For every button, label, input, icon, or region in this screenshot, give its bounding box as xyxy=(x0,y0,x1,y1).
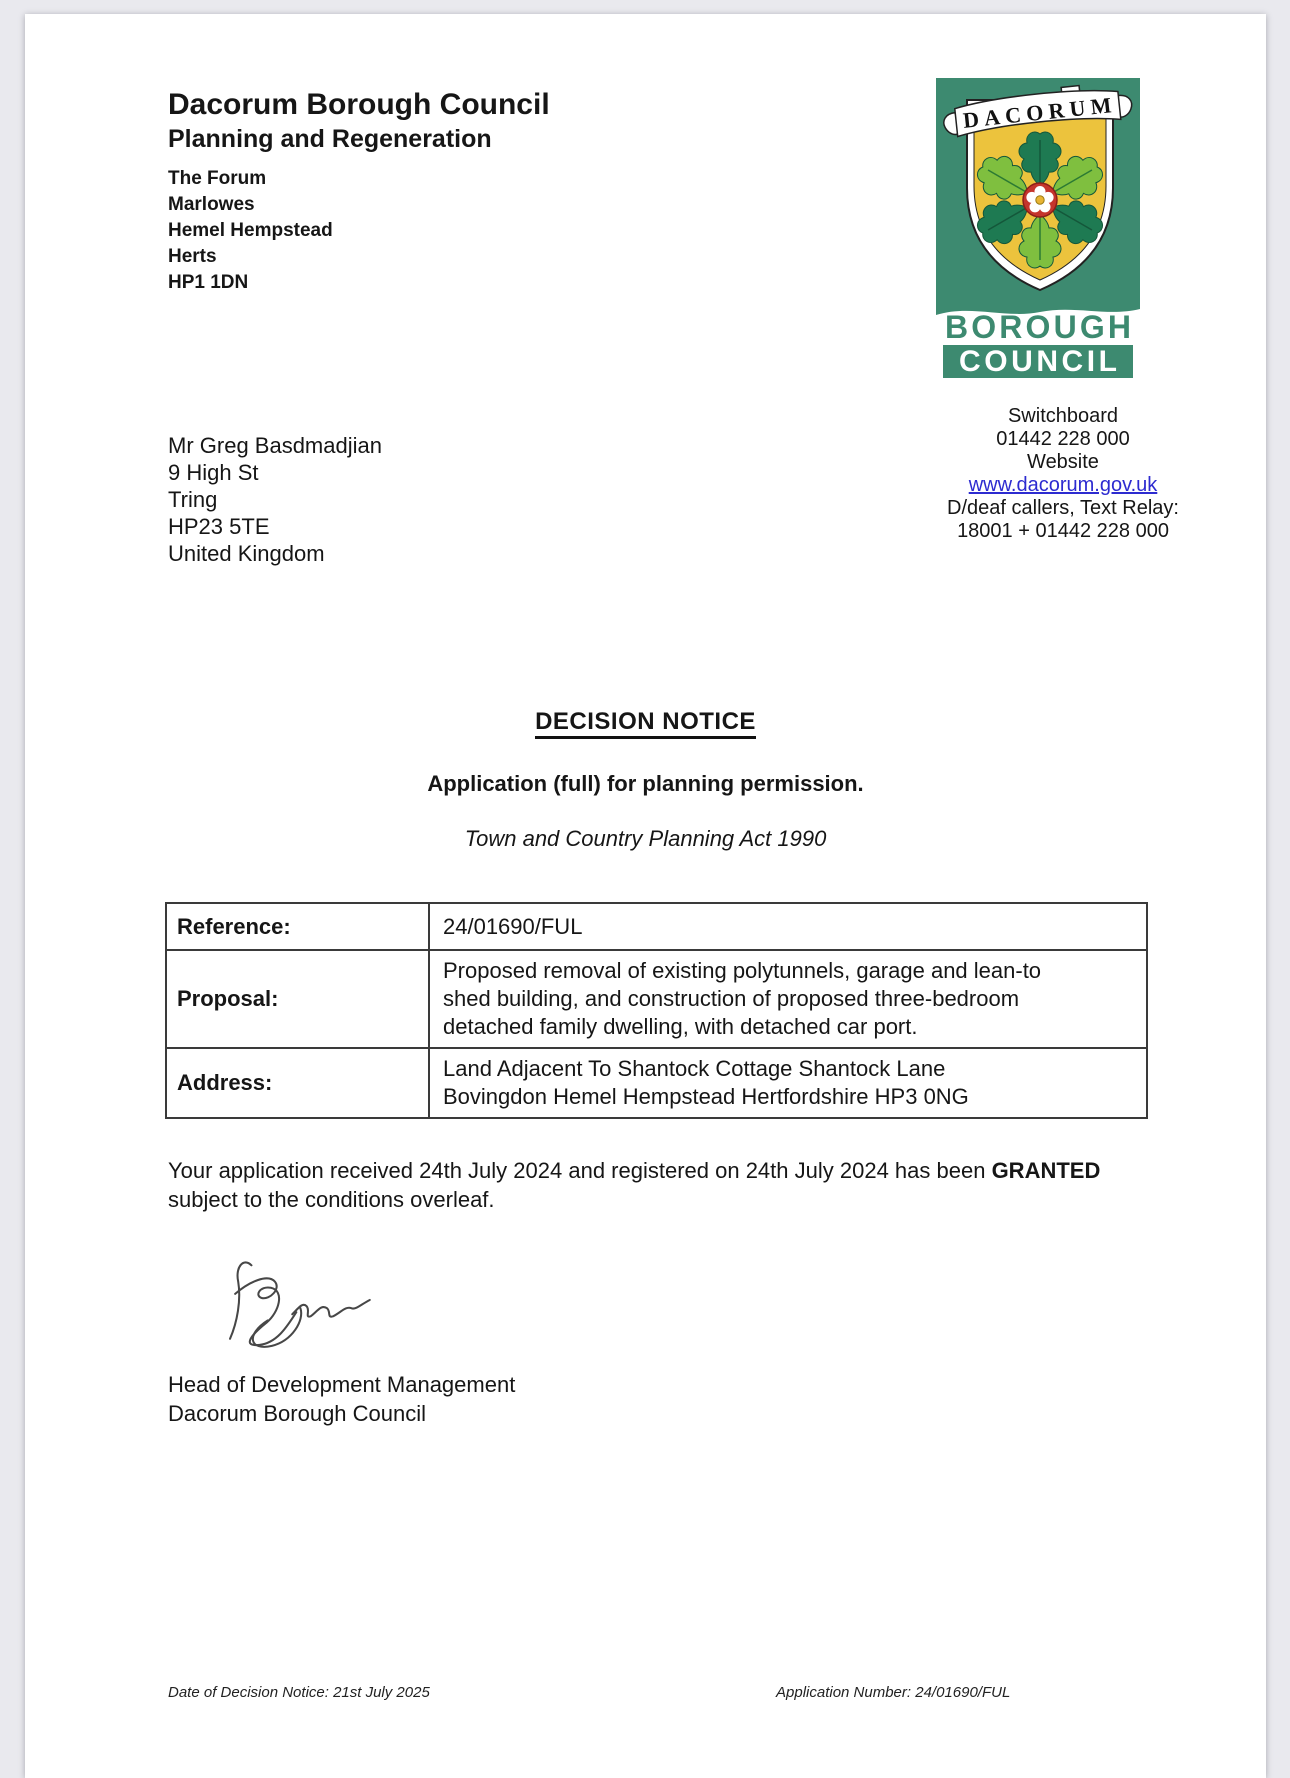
sender-address-line: Herts xyxy=(168,246,217,267)
signatory-block xyxy=(168,1370,515,1428)
signature-image xyxy=(220,1249,390,1351)
logo-word-council: COUNCIL xyxy=(959,345,1117,378)
contact-block xyxy=(838,405,1288,543)
table-row-address xyxy=(166,1048,1147,1118)
text-relay-label: D/deaf callers, Text Relay: xyxy=(947,497,1179,519)
table-row-proposal xyxy=(166,950,1147,1048)
switchboard-number: 01442 228 000 xyxy=(996,428,1130,450)
sender-address xyxy=(168,166,333,296)
recipient-line: Mr Greg Basdmadjian xyxy=(168,433,382,458)
reference-value: 24/01690/FUL xyxy=(429,903,1147,950)
sender-org-name: Dacorum Borough Council xyxy=(168,88,550,121)
signatory-org: Dacorum Borough Council xyxy=(168,1401,427,1426)
application-type-heading: Application (full) for planning permission. xyxy=(427,771,864,796)
document-page xyxy=(25,14,1266,1778)
table-row-reference xyxy=(166,903,1147,950)
switchboard-label: Switchboard xyxy=(1007,405,1119,427)
address-line: Bovingdon Hemel Hempstead Hertfordshire HP3 0NG xyxy=(443,1084,969,1109)
decision-paragraph xyxy=(168,1156,1118,1214)
sender-address-line: HP1 1DN xyxy=(168,272,249,293)
council-logo xyxy=(936,78,1140,380)
proposal-label: Proposal: xyxy=(166,950,429,1048)
website-label: Website xyxy=(1027,451,1099,473)
address-value xyxy=(429,1048,1147,1118)
footer-application-number: Application Number: 24/01690/FUL xyxy=(776,1684,1011,1701)
proposal-line: Proposed removal of existing polytunnels, garage and lean-to xyxy=(443,958,1042,983)
planning-act-line: Town and Country Planning Act 1990 xyxy=(464,826,827,851)
signatory-role: Head of Development Management xyxy=(168,1372,516,1397)
sender-address-line: Hemel Hempstead xyxy=(168,220,333,241)
address-label: Address: xyxy=(166,1048,429,1118)
proposal-value xyxy=(429,950,1147,1048)
details-table xyxy=(165,902,1148,1119)
sender-department: Planning and Regeneration xyxy=(168,125,492,153)
decision-text-after: subject to the conditions overleaf. xyxy=(168,1187,495,1212)
reference-label: Reference: xyxy=(166,903,429,950)
footer-date: Date of Decision Notice: 21st July 2025 xyxy=(168,1684,430,1701)
recipient-address xyxy=(168,432,382,567)
granted-status: GRANTED xyxy=(991,1158,1101,1183)
address-line: Land Adjacent To Shantock Cottage Shantock Lane xyxy=(443,1056,946,1081)
proposal-line: detached family dwelling, with detached car port. xyxy=(443,1014,918,1039)
proposal-line: shed building, and construction of proposed three-bedroom xyxy=(443,986,1020,1011)
sender-address-line: The Forum xyxy=(168,168,267,189)
recipient-line: United Kingdom xyxy=(168,541,325,566)
recipient-line: Tring xyxy=(168,487,218,512)
logo-banner-text: DACORUM xyxy=(961,92,1114,133)
recipient-line: HP23 5TE xyxy=(168,514,270,539)
decision-text-before: Your application received 24th July 2024 and registered on 24th July 2024 has been xyxy=(168,1158,986,1183)
text-relay-number: 18001 + 01442 228 000 xyxy=(957,520,1169,542)
recipient-line: 9 High St xyxy=(168,460,259,485)
logo-word-borough: BOROUGH xyxy=(945,309,1131,345)
website-link[interactable]: www.dacorum.gov.uk xyxy=(968,474,1158,496)
sender-address-line: Marlowes xyxy=(168,194,255,215)
tudor-rose xyxy=(1023,183,1057,217)
decision-notice-title: DECISION NOTICE xyxy=(25,708,1266,736)
